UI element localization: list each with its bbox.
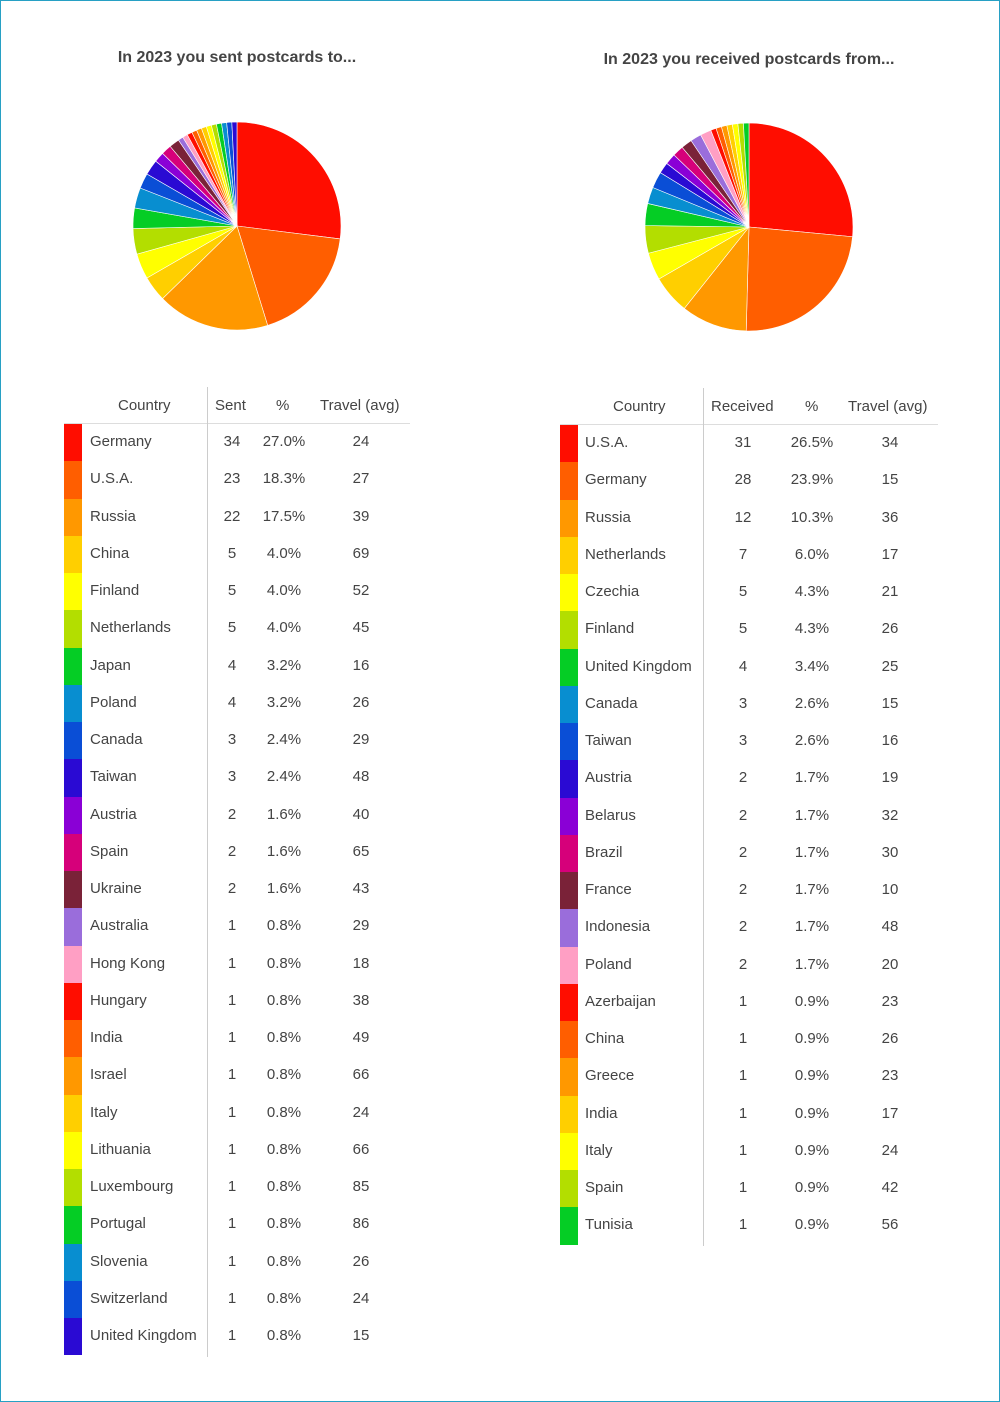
percent-cell: 0.8% — [266, 991, 302, 1009]
country-cell: U.S.A. — [90, 470, 134, 488]
legend-swatch — [560, 1170, 578, 1207]
legend-swatch — [64, 1169, 82, 1206]
table-row — [64, 1057, 410, 1094]
legend-swatch — [560, 909, 578, 946]
percent-cell: 0.8% — [266, 917, 302, 935]
count-cell: 2 — [738, 918, 748, 936]
count-cell: 1 — [738, 1104, 748, 1122]
country-cell: Brazil — [585, 843, 623, 861]
travel-cell: 15 — [881, 694, 899, 712]
travel-cell: 23 — [881, 992, 899, 1010]
country-cell: Indonesia — [585, 918, 651, 936]
travel-cell: 23 — [881, 1067, 899, 1085]
col-count-header: Received — [711, 398, 774, 415]
percent-cell: 0.9% — [794, 1179, 830, 1196]
country-cell: Azerbaijan — [585, 992, 656, 1010]
table-row — [560, 462, 938, 499]
country-cell: Italy — [90, 1103, 118, 1121]
percent-cell: 1.6% — [266, 880, 302, 897]
count-cell: 4 — [227, 656, 237, 674]
percent-cell: 2.6% — [794, 732, 830, 749]
country-cell: Finland — [90, 582, 140, 599]
legend-swatch — [560, 686, 578, 723]
travel-cell: 26 — [352, 693, 370, 711]
table-row — [64, 871, 410, 908]
table-row — [560, 947, 938, 984]
percent-cell: 0.8% — [266, 1140, 302, 1158]
country-cell: Slovenia — [90, 1252, 148, 1270]
travel-cell: 30 — [881, 843, 899, 861]
count-cell: 1 — [738, 1216, 748, 1234]
travel-cell: 49 — [352, 1029, 370, 1046]
country-cell: China — [90, 544, 130, 562]
travel-cell: 21 — [881, 583, 899, 600]
percent-cell: 4.0% — [266, 619, 302, 637]
percent-cell: 6.0% — [794, 545, 830, 563]
country-cell: Netherlands — [90, 619, 171, 637]
table-row — [560, 835, 938, 872]
legend-swatch — [64, 1206, 82, 1243]
country-cell: Canada — [90, 731, 143, 748]
legend-swatch — [64, 871, 82, 908]
col-count-header: Sent — [215, 397, 246, 414]
percent-cell: 10.3% — [790, 508, 834, 526]
count-cell: 4 — [227, 693, 237, 711]
received-pie-chart — [643, 121, 855, 333]
table-row — [64, 1020, 410, 1057]
percent-cell: 4.3% — [794, 620, 830, 638]
count-cell: 1 — [227, 917, 237, 935]
country-cell: Austria — [585, 769, 632, 787]
table-row — [64, 1244, 410, 1281]
percent-cell: 0.9% — [794, 1030, 830, 1047]
table-row — [64, 983, 410, 1020]
percent-cell: 0.9% — [794, 1067, 830, 1085]
count-cell: 2 — [227, 880, 237, 897]
sent-pie-chart — [131, 120, 343, 332]
legend-swatch — [64, 1244, 82, 1281]
legend-swatch — [64, 834, 82, 871]
percent-cell: 27.0% — [262, 433, 306, 450]
col-travel-header: Travel (avg) — [848, 398, 928, 415]
percent-cell: 0.8% — [266, 1066, 302, 1084]
col-pct-header: % — [805, 398, 819, 415]
legend-swatch — [64, 424, 82, 461]
table-row — [560, 611, 938, 648]
count-cell: 28 — [734, 471, 752, 489]
travel-cell: 45 — [352, 619, 370, 637]
travel-cell: 86 — [352, 1215, 370, 1233]
country-cell: Switzerland — [90, 1289, 168, 1307]
table-row — [64, 759, 410, 796]
count-cell: 3 — [738, 732, 748, 749]
count-cell: 5 — [227, 582, 237, 599]
count-cell: 1 — [227, 1252, 237, 1270]
table-row — [560, 500, 938, 537]
count-cell: 1 — [227, 1327, 237, 1344]
count-cell: 1 — [227, 1029, 237, 1046]
legend-swatch — [560, 537, 578, 574]
country-cell: Luxembourg — [90, 1178, 174, 1195]
travel-cell: 27 — [352, 470, 370, 488]
count-cell: 2 — [227, 842, 237, 860]
travel-cell: 18 — [352, 954, 370, 972]
table-row — [560, 686, 938, 723]
legend-swatch — [64, 1020, 82, 1057]
percent-cell: 4.3% — [794, 583, 830, 600]
legend-swatch — [64, 1095, 82, 1132]
percent-cell: 0.9% — [794, 992, 830, 1010]
travel-cell: 26 — [352, 1252, 370, 1270]
travel-cell: 65 — [352, 842, 370, 860]
count-cell: 1 — [227, 1103, 237, 1121]
travel-cell: 15 — [881, 471, 899, 489]
count-cell: 1 — [227, 1289, 237, 1307]
count-cell: 5 — [227, 619, 237, 637]
legend-swatch — [560, 1096, 578, 1133]
legend-swatch — [64, 1281, 82, 1318]
legend-swatch — [560, 649, 578, 686]
count-cell: 7 — [738, 545, 748, 563]
legend-swatch — [560, 872, 578, 909]
legend-swatch — [64, 722, 82, 759]
travel-cell: 17 — [881, 1104, 899, 1122]
travel-cell: 26 — [881, 620, 899, 638]
percent-cell: 23.9% — [790, 471, 834, 489]
legend-swatch — [64, 648, 82, 685]
country-cell: Germany — [90, 433, 152, 450]
travel-cell: 16 — [352, 656, 370, 674]
table-row — [560, 1207, 938, 1244]
legend-swatch — [64, 1132, 82, 1169]
travel-cell: 69 — [352, 544, 370, 562]
travel-cell: 38 — [352, 991, 370, 1009]
table-row — [64, 797, 410, 834]
country-cell: Finland — [585, 620, 635, 638]
country-cell: Poland — [90, 693, 137, 711]
country-cell: Tunisia — [585, 1216, 633, 1234]
travel-cell: 48 — [352, 768, 370, 786]
table-row — [64, 1132, 410, 1169]
country-cell: Israel — [90, 1066, 127, 1084]
legend-swatch — [560, 984, 578, 1021]
legend-swatch — [560, 1133, 578, 1170]
legend-swatch — [560, 574, 578, 611]
pie-slice-germany — [237, 122, 341, 239]
country-cell: Spain — [90, 842, 129, 860]
country-cell: Ukraine — [90, 880, 142, 897]
percent-cell: 1.7% — [794, 806, 830, 824]
travel-cell: 24 — [352, 1289, 370, 1307]
legend-swatch — [64, 499, 82, 536]
table-row — [64, 1169, 410, 1206]
percent-cell: 4.0% — [266, 544, 302, 562]
table-row — [560, 649, 938, 686]
legend-swatch — [64, 685, 82, 722]
country-cell: France — [585, 881, 632, 898]
travel-cell: 56 — [881, 1216, 899, 1234]
legend-swatch — [560, 835, 578, 872]
legend-swatch — [64, 983, 82, 1020]
table-row — [64, 1281, 410, 1318]
percent-cell: 17.5% — [262, 507, 306, 525]
table-row — [64, 908, 410, 945]
count-cell: 12 — [734, 508, 752, 526]
count-cell: 1 — [738, 1141, 748, 1159]
country-cell: India — [585, 1104, 618, 1122]
country-cell: Spain — [585, 1179, 624, 1196]
travel-cell: 24 — [352, 1103, 370, 1121]
country-cell: Canada — [585, 694, 638, 712]
legend-swatch — [560, 1021, 578, 1058]
received-table-header — [560, 388, 938, 425]
count-cell: 1 — [227, 954, 237, 972]
col-travel-header: Travel (avg) — [320, 397, 400, 414]
country-cell: Australia — [90, 917, 149, 935]
percent-cell: 1.7% — [794, 843, 830, 861]
country-cell: India — [90, 1029, 123, 1046]
travel-cell: 25 — [881, 657, 899, 675]
percent-cell: 2.4% — [266, 768, 302, 786]
legend-swatch — [560, 798, 578, 835]
count-cell: 2 — [738, 806, 748, 824]
travel-cell: 24 — [881, 1141, 899, 1159]
table-row — [560, 872, 938, 909]
count-cell: 1 — [227, 991, 237, 1009]
table-row — [64, 946, 410, 983]
table-row — [64, 536, 410, 573]
count-cell: 5 — [227, 544, 237, 562]
count-cell: 1 — [738, 1067, 748, 1085]
travel-cell: 32 — [881, 806, 899, 824]
travel-cell: 34 — [881, 434, 899, 451]
count-cell: 2 — [738, 769, 748, 787]
percent-cell: 2.4% — [266, 731, 302, 748]
legend-swatch — [560, 947, 578, 984]
legend-swatch — [64, 536, 82, 573]
travel-cell: 48 — [881, 918, 899, 936]
table-row — [64, 834, 410, 871]
travel-cell: 24 — [352, 433, 370, 450]
travel-cell: 52 — [352, 582, 370, 599]
percent-cell: 1.7% — [794, 769, 830, 787]
travel-cell: 26 — [881, 1030, 899, 1047]
count-cell: 1 — [738, 992, 748, 1010]
legend-swatch — [560, 1207, 578, 1244]
received-chart-title: In 2023 you received postcards from... — [603, 51, 895, 68]
percent-cell: 0.8% — [266, 1289, 302, 1307]
country-cell: Poland — [585, 955, 632, 973]
travel-cell: 20 — [881, 955, 899, 973]
count-cell: 5 — [738, 620, 748, 638]
count-cell: 3 — [227, 731, 237, 748]
percent-cell: 18.3% — [262, 470, 306, 488]
travel-cell: 19 — [881, 769, 899, 787]
legend-swatch — [560, 723, 578, 760]
country-cell: Netherlands — [585, 545, 666, 563]
table-row — [64, 461, 410, 498]
percent-cell: 0.9% — [794, 1141, 830, 1159]
country-cell: U.S.A. — [585, 434, 629, 451]
percent-cell: 0.8% — [266, 954, 302, 972]
table-row — [560, 1058, 938, 1095]
legend-swatch — [560, 462, 578, 499]
sent-table-header — [64, 387, 410, 424]
legend-swatch — [64, 759, 82, 796]
percent-cell: 26.5% — [790, 434, 834, 451]
legend-swatch — [560, 760, 578, 797]
count-cell: 1 — [227, 1215, 237, 1233]
legend-swatch — [560, 500, 578, 537]
count-cell: 1 — [738, 1030, 748, 1047]
travel-cell: 10 — [881, 881, 899, 898]
legend-swatch — [64, 1057, 82, 1094]
legend-swatch — [560, 611, 578, 648]
legend-swatch — [560, 1058, 578, 1095]
table-row — [64, 1206, 410, 1243]
count-cell: 23 — [223, 470, 241, 488]
legend-swatch — [64, 797, 82, 834]
travel-cell: 36 — [881, 508, 899, 526]
country-cell: Japan — [90, 656, 131, 674]
country-cell: United Kingdom — [585, 657, 692, 675]
travel-cell: 17 — [881, 545, 899, 563]
table-row — [560, 425, 938, 462]
count-cell: 34 — [223, 433, 241, 450]
country-cell: Russia — [90, 507, 136, 525]
count-cell: 31 — [734, 434, 752, 451]
travel-cell: 66 — [352, 1140, 370, 1158]
count-cell: 1 — [227, 1066, 237, 1084]
travel-cell: 29 — [352, 917, 370, 935]
percent-cell: 0.8% — [266, 1327, 302, 1344]
country-cell: Greece — [585, 1067, 635, 1085]
percent-cell: 0.9% — [794, 1104, 830, 1122]
legend-swatch — [64, 1318, 82, 1355]
table-row — [64, 722, 410, 759]
percent-cell: 1.7% — [794, 881, 830, 898]
percent-cell: 1.7% — [794, 918, 830, 936]
legend-swatch — [64, 573, 82, 610]
percent-cell: 0.8% — [266, 1215, 302, 1233]
table-row — [560, 1096, 938, 1133]
percent-cell: 0.8% — [266, 1029, 302, 1046]
table-row — [560, 1021, 938, 1058]
country-cell: Taiwan — [90, 768, 137, 786]
count-cell: 5 — [738, 583, 748, 600]
percent-cell: 0.9% — [794, 1216, 830, 1234]
count-cell: 2 — [738, 955, 748, 973]
table-row — [64, 499, 410, 536]
table-row — [560, 909, 938, 946]
travel-cell: 39 — [352, 507, 370, 525]
count-cell: 22 — [223, 507, 241, 525]
table-row — [64, 1095, 410, 1132]
legend-swatch — [64, 908, 82, 945]
percent-cell: 4.0% — [266, 582, 302, 599]
col-country-header: Country — [613, 398, 666, 415]
count-cell: 3 — [738, 694, 748, 712]
country-cell: Hungary — [90, 991, 147, 1009]
travel-cell: 40 — [352, 805, 370, 823]
table-row — [560, 798, 938, 835]
percent-cell: 3.2% — [266, 693, 302, 711]
table-row — [560, 723, 938, 760]
count-cell: 4 — [738, 657, 748, 675]
table-row — [64, 573, 410, 610]
percent-cell: 1.7% — [794, 955, 830, 973]
table-row — [560, 760, 938, 797]
count-cell: 1 — [227, 1178, 237, 1195]
travel-cell: 15 — [352, 1327, 370, 1344]
percent-cell: 1.6% — [266, 842, 302, 860]
travel-cell: 29 — [352, 731, 370, 748]
percent-cell: 2.6% — [794, 694, 830, 712]
count-cell: 1 — [227, 1140, 237, 1158]
country-cell: United Kingdom — [90, 1327, 197, 1344]
percent-cell: 3.4% — [794, 657, 830, 675]
pie-slice-u-s-a- — [749, 123, 853, 237]
col-pct-header: % — [276, 397, 290, 414]
count-cell: 2 — [227, 805, 237, 823]
legend-swatch — [64, 461, 82, 498]
table-row — [560, 1170, 938, 1207]
table-row — [64, 685, 410, 722]
travel-cell: 66 — [352, 1066, 370, 1084]
country-cell: Austria — [90, 805, 137, 823]
percent-cell: 0.8% — [266, 1178, 302, 1195]
country-cell: Russia — [585, 508, 631, 526]
country-cell: Portugal — [90, 1215, 146, 1233]
travel-cell: 42 — [881, 1179, 899, 1196]
percent-cell: 1.6% — [266, 805, 302, 823]
travel-cell: 16 — [881, 732, 899, 749]
table-row — [64, 648, 410, 685]
country-cell: Hong Kong — [90, 954, 166, 972]
country-cell: Czechia — [585, 583, 640, 600]
count-cell: 3 — [227, 768, 237, 786]
count-cell: 2 — [738, 843, 748, 861]
country-cell: Taiwan — [585, 732, 632, 749]
table-row — [560, 984, 938, 1021]
percent-cell: 0.8% — [266, 1103, 302, 1121]
country-cell: Lithuania — [90, 1140, 151, 1158]
travel-cell: 43 — [352, 880, 370, 897]
travel-cell: 85 — [352, 1178, 370, 1195]
table-row — [64, 424, 410, 461]
table-row — [560, 537, 938, 574]
country-cell: Italy — [585, 1141, 613, 1159]
pie-slice-germany — [746, 227, 852, 331]
percent-cell: 3.2% — [266, 656, 302, 674]
count-cell: 1 — [738, 1179, 748, 1196]
table-row — [560, 1133, 938, 1170]
legend-swatch — [64, 610, 82, 647]
legend-swatch — [64, 946, 82, 983]
table-row — [64, 1318, 410, 1355]
percent-cell: 0.8% — [266, 1252, 302, 1270]
country-cell: Germany — [585, 471, 647, 489]
country-cell: China — [585, 1030, 625, 1047]
table-row — [560, 574, 938, 611]
sent-chart-title: In 2023 you sent postcards to... — [117, 49, 357, 66]
col-country-header: Country — [118, 397, 171, 414]
legend-swatch — [560, 425, 578, 462]
table-row — [64, 610, 410, 647]
country-cell: Belarus — [585, 806, 636, 824]
count-cell: 2 — [738, 881, 748, 898]
